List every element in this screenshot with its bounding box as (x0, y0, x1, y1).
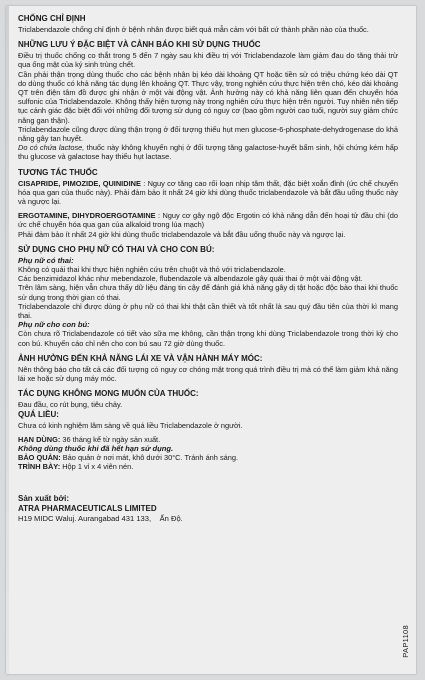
presentation-text: Hộp 1 vỉ x 4 viên nén. (60, 462, 134, 472)
storage-label: BẢO QUẢN: (18, 453, 61, 463)
warnings-paragraph-3: Triclabendazole cũng được dùng thận trọng ở đối tượng thiếu hụt men glucose-6-phosphate-dehydrogenase do khả năng gây tan huyết. (18, 124, 398, 144)
shelf-life-text: 36 tháng kể từ ngày sản xuất. (60, 434, 161, 444)
lactose-italic: Do có chứa lactose, (18, 143, 85, 153)
storage-text: Bảo quản ở nơi mát, khô dưới 30°C. Tránh ánh sáng. (60, 453, 239, 463)
lactose-rest: thuốc này không khuyến nghị ở đối tượng tăng galactose-huyết bẩm sinh, hội chứng kém hấp thu glucose và galactose hay thiếu hụt lactase. (18, 143, 399, 162)
expiry-warning: Không dùng thuốc khi đã hết hạn sử dụng. (18, 443, 174, 453)
interactions-paragraph-1 (18, 179, 398, 207)
shelf-life-label: HẠN DÙNG: (18, 434, 61, 444)
sheet-edge-shadow (6, 6, 9, 674)
manufacturer-address: H19 MIDC Waluj. Aurangabad 431 133, (18, 513, 152, 523)
interaction-drugs-1: CISAPRIDE, PIMOZIDE, QUINIDINE (18, 178, 141, 188)
side-effects-heading: TÁC DỤNG KHÔNG MONG MUỐN CỦA THUỐC: (18, 389, 199, 399)
overdose-heading: QUÁ LIỀU: (18, 409, 59, 419)
pregnancy-paragraph-4: Triclabendazole chỉ được dùng ở phụ nữ có thai khi thật cần thiết và tốt nhất là sau quý đầu tiên của thời kì mang thai. (18, 301, 398, 321)
driving-text: Nên thông báo cho tất cả các đối tượng có nguy cơ chóng mặt trong quá trình điều trị mà có thể làm giảm khả năng lái xe hoặc sử dụng máy móc. (18, 364, 398, 384)
side-effects-text: Đau đầu, co rút bụng, tiêu chảy. (18, 400, 123, 410)
interaction-drugs-2: ERGOTAMINE, DIHYDROERGOTAMINE (18, 211, 156, 221)
contraindications-heading: CHỐNG CHỈ ĐỊNH (18, 14, 86, 23)
contraindications-text: Triclabendazole chống chỉ định ở bệnh nhân được biết quá mẫn cảm với bất cứ thành phần nào của thuốc. (18, 25, 369, 34)
manufacturer-heading: Sản xuất bởi: (18, 493, 70, 503)
leaflet-sheet (6, 6, 416, 674)
warnings-paragraph-2: Cần phải thận trọng dùng thuốc cho các bệnh nhân bị kéo dài khoảng QT hoặc tiền sử có triệu chứng kéo dài QT do dùng thuốc có khả năng tác dụng lên khoảng QT. Thực vậy, trong nghiên cứu thực hiện trên chó, kéo dài khoảng QT trên điện tâm đồ được ghi nhận ở một vài động vật. Ảnh hưởng này có khả năng liên quan đến chuyển hóa sulfonic của Triclabendazole. Không thấy hiện tượng này trong nghiên cứu thực hiện trên người. Tuy nhiên nên tiếp tục cảnh giác đặc biệt đối với những đối tượng sử dụng có nguy cơ (bao gồm người cao tuổi, người suy giảm chức năng gan thận). (18, 69, 398, 125)
manufacturer-address-line (18, 514, 398, 524)
overdose-text: Chưa có kinh nghiệm lâm sàng về quá liều Triclabendazole ở người. (18, 420, 243, 430)
interactions-paragraph-3: Phải đảm bảo ít nhất 24 giờ khi dùng thuốc triclabendazole và bắt đầu uống thuốc này và ngược lại. (18, 229, 346, 239)
pregnancy-paragraph-1: Không có quái thai khi thực hiện nghiên cứu trên chuột và thỏ với triclabendazole. (18, 265, 286, 275)
warnings-heading: NHỮNG LƯU Ý ĐẶC BIỆT VÀ CẢNH BÁO KHI SỬ DỤNG THUỐC (18, 40, 261, 50)
interactions-heading: TƯƠNG TÁC THUỐC (18, 167, 98, 177)
leaflet-code: PAP1108 (401, 625, 410, 658)
pregnancy-heading: SỬ DỤNG CHO PHỤ NỮ CÓ THAI VÀ CHO CON BÚ: (18, 244, 215, 254)
manufacturer-name: ATRA PHARMACEUTICALS LIMITED (18, 503, 157, 513)
interactions-paragraph-2 (18, 211, 398, 229)
warnings-paragraph-4 (18, 143, 398, 161)
pregnancy-paragraph-2: Các benzimidazol khác như mebendazole, flubendazole và albendazole gây quái thai ở một vài động vật. (18, 274, 363, 284)
pregnancy-paragraph-3: Trên lâm sàng, hiện vẫn chưa thấy dữ liệu đáng tin cậy để đánh giá khả năng gây dị tật hoặc độc bào thai khi thuốc sử dụng trong thời gian có thai. (18, 283, 398, 302)
shelf-life-line (18, 435, 398, 444)
presentation-label: TRÌNH BÀY: (18, 462, 61, 472)
leaflet-content (18, 12, 398, 524)
breastfeeding-paragraph: Còn chưa rõ Triclabendazole có tiết vào sữa mẹ không, cần thận trọng khi dùng Triclabendazole trong thời kỳ cho con bú. Khuyến cáo chỉ nên cho con bú sau 72 giờ dùng thuốc. (18, 329, 398, 348)
warnings-paragraph-1: Điều trị thuốc chống co thắt trong 5 đến 7 ngày sau khi điều trị với Triclabendazole làm giảm đau do tăng thải trừ qua ống mật của ký sinh trùng chết. (18, 51, 398, 70)
presentation-line (18, 462, 398, 471)
interaction-text-1: : Nguy cơ tăng cao rối loạn nhịp tâm thất, đặc biệt xoắn đỉnh (ức chế chuyển hóa qua gan của thuốc này). Phải đảm bảo ít nhất 24 giờ khi dùng thuốc triclabendazole và bắt đầu uống thuốc này và ngược lại. (18, 178, 398, 207)
pregnancy-subheading: Phụ nữ có thai: (18, 255, 74, 265)
storage-line (18, 453, 398, 462)
interaction-text-2: : Nguy cơ gây ngộ độc Ergotin có khả năng dẫn đến hoại tử đầu chi (do ức chế chuyển hóa qua gan của alkaloid trong lúa mạch) (18, 211, 398, 230)
driving-heading: ẢNH HƯỞNG ĐẾN KHẢ NĂNG LÁI XE VÀ VẬN HÀNH MÁY MÓC: (18, 353, 263, 363)
breastfeeding-subheading: Phụ nữ cho con bú: (18, 320, 90, 330)
manufacturer-country: Ấn Độ. (159, 513, 183, 523)
